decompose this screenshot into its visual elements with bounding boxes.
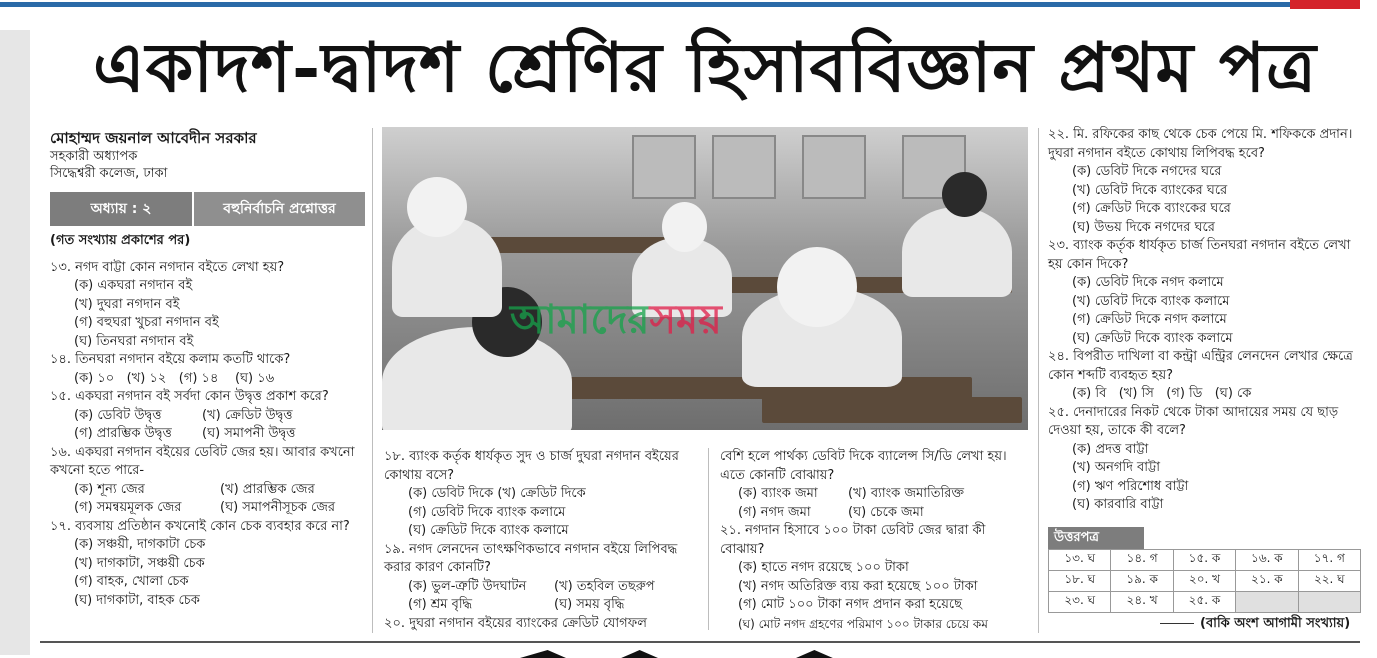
option: (গ) ক্রেডিট দিকে নগদ কলামে	[1072, 312, 1227, 327]
column-1	[50, 128, 365, 628]
option-row	[384, 596, 696, 615]
question-24	[1048, 348, 1363, 404]
option: (গ) ঋণ পরিশোধ বাট্টা	[1072, 478, 1189, 494]
chapter-banner	[50, 192, 365, 226]
exam-hall-photo	[382, 127, 1028, 430]
option-inline: (ক) বি (খ) সি (গ) ডি (ঘ) কে	[1072, 386, 1252, 401]
option: (ক) ব্যাংক জমা	[738, 486, 818, 501]
question-text: ২৫. দেনাদারের নিকট থেকে টাকা আদায়ের সময় যে ছাড় দেওয়া হয়, তাকে কী বলে?	[1048, 404, 1339, 438]
option: (ঘ) চেকে জমা	[848, 504, 924, 520]
option: (গ) শ্রম বৃদ্ধি	[408, 597, 473, 612]
question-text: ১৬. একঘরা নগদান বইয়ের ডেবিট জের হয়। আবার কখনো কখনো হতে পারে-	[50, 444, 355, 478]
photo-student	[902, 207, 1012, 297]
option: (ঘ) কারবারি বাট্টা	[1072, 497, 1164, 512]
question-25	[1048, 404, 1363, 515]
question-text: ১৯. নগদ লেনদেন তাৎক্ষণিকভাবে নগদান বইয়ে লিপিবদ্ধ করার কারণ কোনটি?	[384, 541, 678, 575]
question-text: ২২. মি. রফিকের কাছ থেকে চেক পেয়ে মি. শফিককে প্রদান। দুঘরা নগদান বইতে কোথায় লিপিবদ্ধ হবে?	[1048, 127, 1353, 161]
option: (গ) মোট ১০০ টাকা নগদ প্রদান করা হয়েছে	[738, 597, 962, 612]
continued-text: (বাকি অংশ আগামী সংখ্যায়)	[1200, 616, 1351, 631]
option: (খ) দুঘরা নগদান বই	[74, 296, 180, 312]
answer-cell: ১৮. ঘ	[1049, 571, 1111, 592]
question-text: ২০. দুঘরা নগদান বইয়ের ব্যাংকের ক্রেডিট যোগফল	[384, 615, 647, 631]
option-row	[50, 499, 365, 518]
answer-cell-empty	[1298, 592, 1360, 613]
question-text: বেশি হলে পার্থক্য ডেবিট দিকে ব্যালেন্স সি/ডি লেখা হয়। এতে কোনটি বোঝায়?	[720, 449, 1007, 483]
option: (ঘ) তিনঘরা নগদান বই	[74, 333, 194, 349]
question-17	[50, 518, 365, 611]
option: (ঘ) ক্রেডিট দিকে ব্যাংক কলামে	[408, 523, 569, 538]
answer-cell: ২২. ঘ	[1298, 571, 1360, 592]
option: (খ) ডেবিট দিকে ব্যাংকের ঘরে	[1072, 182, 1228, 198]
author-name: মোহাম্মদ জয়নাল আবেদীন সরকার	[50, 129, 257, 147]
option: (গ) বহুঘরা খুচরা নগদান বই	[74, 315, 219, 330]
option: (ঘ) সমাপনীসূচক জের	[220, 500, 336, 515]
question-text: ১৮. ব্যাংক কর্তৃক ধার্যকৃত সুদ ও চার্জ দুঘরা নগদান বইয়ের কোথায় বসে?	[384, 449, 679, 483]
top-rule-blue	[0, 2, 1290, 7]
bottom-rule	[40, 641, 1360, 643]
option: (খ) ক্রেডিট উদ্বৃত্ত	[202, 407, 293, 423]
option: (গ) ক্রেডিট দিকে ব্যাংকের ঘরে	[1072, 201, 1231, 216]
watermark-part1: আমাদের	[510, 296, 650, 343]
question-text: ২৪. বিপরীত দাখিলা বা কন্ট্রা এন্ট্রির লেনদেন লেখার ক্ষেত্রে কোন শব্দটি ব্যবহৃত হয়?	[1048, 349, 1353, 383]
option-row	[50, 425, 365, 444]
answer-cell-empty	[1236, 592, 1298, 613]
option: (ক) ভুল-ত্রুটি উদঘাটন	[408, 578, 527, 594]
option: (খ) ডেবিট দিকে ব্যাংক কলামে	[1072, 293, 1230, 309]
question-text: ১৩. নগদ বাট্টা কোন নগদান বইতে লেখা হয়?	[50, 259, 285, 275]
option: (ক) শূন্য জের	[74, 481, 145, 497]
option-row	[50, 407, 365, 426]
column-3	[720, 448, 1030, 633]
answer-cell: ১৭. গ	[1298, 550, 1360, 571]
question-15	[50, 388, 365, 444]
answer-cell: ২৫. ক	[1173, 592, 1235, 613]
left-margin-bar	[0, 30, 30, 655]
option: (খ) দাগকাটা, সঞ্চয়ী চেক	[74, 555, 205, 571]
option: (খ) প্রারম্ভিক জের	[220, 481, 315, 497]
question-20-continued	[720, 448, 1030, 522]
answer-cell: ২০. খ	[1173, 571, 1235, 592]
photo-window	[632, 135, 696, 199]
answer-key	[1048, 527, 1361, 613]
option: (খ) অনগদি বাট্টা	[1072, 460, 1161, 475]
photo-student-head	[662, 202, 707, 252]
question-text: ২৩. ব্যাংক কর্তৃক ধার্যকৃত চার্জ তিনঘরা নগদান বইতে লেখা হয় কোন দিকে?	[1048, 238, 1351, 272]
answer-cell: ১৪. গ	[1111, 550, 1173, 571]
author-designation: সহকারী অধ্যাপক	[50, 149, 138, 164]
table-row	[1049, 592, 1361, 613]
column-divider	[708, 448, 709, 630]
option-inline: (ক) ১০ (খ) ১২ (গ) ১৪ (ঘ) ১৬	[74, 370, 275, 386]
option: (ঘ) ক্রেডিট দিকে ব্যাংক কলামে	[1072, 330, 1233, 346]
option: (ক) প্রদত্ত বাট্টা	[1072, 441, 1149, 457]
answer-cell: ২১. ক	[1236, 571, 1298, 592]
option-row	[720, 485, 1030, 504]
photo-student-head	[407, 177, 467, 237]
dash-rule	[1160, 623, 1194, 624]
question-22	[1048, 126, 1363, 237]
table-row	[1049, 571, 1361, 592]
option: (খ) ব্যাংক জমাতিরিক্ত	[848, 486, 965, 501]
photo-desk	[472, 237, 672, 253]
answer-cell: ১৫. ক	[1173, 550, 1235, 571]
next-headline-cut	[520, 650, 980, 658]
column-2	[384, 448, 696, 633]
column-4	[1048, 126, 1363, 515]
answer-cell: ১৬. ক	[1236, 550, 1298, 571]
option: (ঘ) দাগকাটা, বাহক চেক	[74, 592, 200, 608]
option: (গ) ডেবিট দিকে ব্যাংক কলামে	[408, 504, 566, 520]
answer-key-title: উত্তরপত্র	[1048, 527, 1144, 549]
question-21	[720, 522, 1030, 633]
photo-desk	[762, 397, 1022, 423]
option-row	[50, 481, 365, 500]
chapter-number: অধ্যায় : ২	[50, 192, 192, 226]
author-college: সিদ্ধেশ্বরী কলেজ, ঢাকা	[50, 166, 168, 181]
option: (ঘ) উভয় দিকে নগদের ঘরে	[1072, 219, 1215, 235]
answer-key-table	[1048, 549, 1361, 613]
option: (গ) সমন্বয়মূলক জের	[74, 500, 182, 515]
option: (ক) ডেবিট দিকে নগদ কলামে	[1072, 275, 1224, 290]
option: (গ) প্রারম্ভিক উদ্বৃত্ত	[74, 426, 172, 441]
page-headline: একাদশ-দ্বাদশ শ্রেণির হিসাববিজ্ঞান প্রথম পত্র	[92, 28, 1317, 108]
option: (ক) সঞ্চয়ী, দাগকাটা চেক	[74, 537, 206, 552]
question-text: ১৭. ব্যবসায় প্রতিষ্ঠান কখনোই কোন চেক ব্যবহার করে না?	[50, 518, 350, 534]
question-18	[384, 448, 696, 541]
option: (ক) ডেবিট দিকে (খ) ক্রেডিট দিকে	[408, 486, 586, 501]
option-row	[720, 504, 1030, 523]
option: (ক) একঘরা নগদান বই	[74, 278, 193, 293]
newspaper-watermark	[510, 295, 870, 345]
option: (ক) ডেবিট দিকে নগদের ঘরে	[1072, 164, 1222, 179]
question-text: ১৫. একঘরা নগদান বই সর্বদা কোন উদ্বৃত্ত প্রকাশ করে?	[50, 389, 329, 404]
top-rule-red	[1290, 0, 1360, 9]
answer-cell: ২৪. খ	[1111, 592, 1173, 613]
question-text: ১৪. তিনঘরা নগদান বইয়ে কলাম কতটি থাকে?	[50, 352, 291, 367]
table-row	[1049, 550, 1361, 571]
question-20	[384, 615, 696, 634]
option: (ঘ) সমাপনী উদ্বৃত্ত	[202, 426, 296, 441]
question-19	[384, 541, 696, 615]
option-row	[384, 578, 696, 597]
question-text: ২১. নগদান হিসাবে ১০০ টাকা ডেবিট জের দ্বারা কী বোঝায়?	[720, 523, 986, 557]
question-14	[50, 351, 365, 388]
option: (খ) নগদ অতিরিক্ত ব্যয় করা হয়েছে ১০০ টাকা	[738, 578, 978, 594]
option: (গ) নগদ জমা	[738, 504, 811, 520]
photo-window	[802, 135, 866, 199]
question-13	[50, 259, 365, 352]
continued-note	[1160, 614, 1350, 635]
question-23	[1048, 237, 1363, 348]
chapter-topic: বহুনির্বাচনি প্রশ্নোত্তর	[192, 192, 365, 226]
answer-cell: ২৩. ঘ	[1049, 592, 1111, 613]
column-divider	[372, 128, 373, 633]
option: (ক) ডেবিট উদ্বৃত্ত	[74, 407, 162, 423]
option: (খ) তহবিল তছরুপ	[554, 578, 655, 594]
option: (ঘ) সময় বৃদ্ধি	[554, 597, 625, 612]
photo-window	[712, 135, 776, 199]
answer-cell: ১৯. ক	[1111, 571, 1173, 592]
answer-cell: ১৩. ঘ	[1049, 550, 1111, 571]
top-rule	[0, 0, 1377, 9]
option: (গ) বাহক, খোলা চেক	[74, 574, 189, 589]
watermark-part2: সময়	[649, 296, 722, 343]
column-divider	[1038, 128, 1039, 633]
option: (ঘ) মোট নগদ গ্রহণের পরিমাণ ১০০ টাকার চেয়ে কম	[738, 616, 988, 631]
previous-note: (গত সংখ্যায় প্রকাশের পর)	[50, 233, 191, 248]
photo-student-head	[942, 172, 987, 217]
option: (ক) হাতে নগদ রয়েছে ১০০ টাকা	[738, 560, 909, 575]
question-16	[50, 444, 365, 518]
